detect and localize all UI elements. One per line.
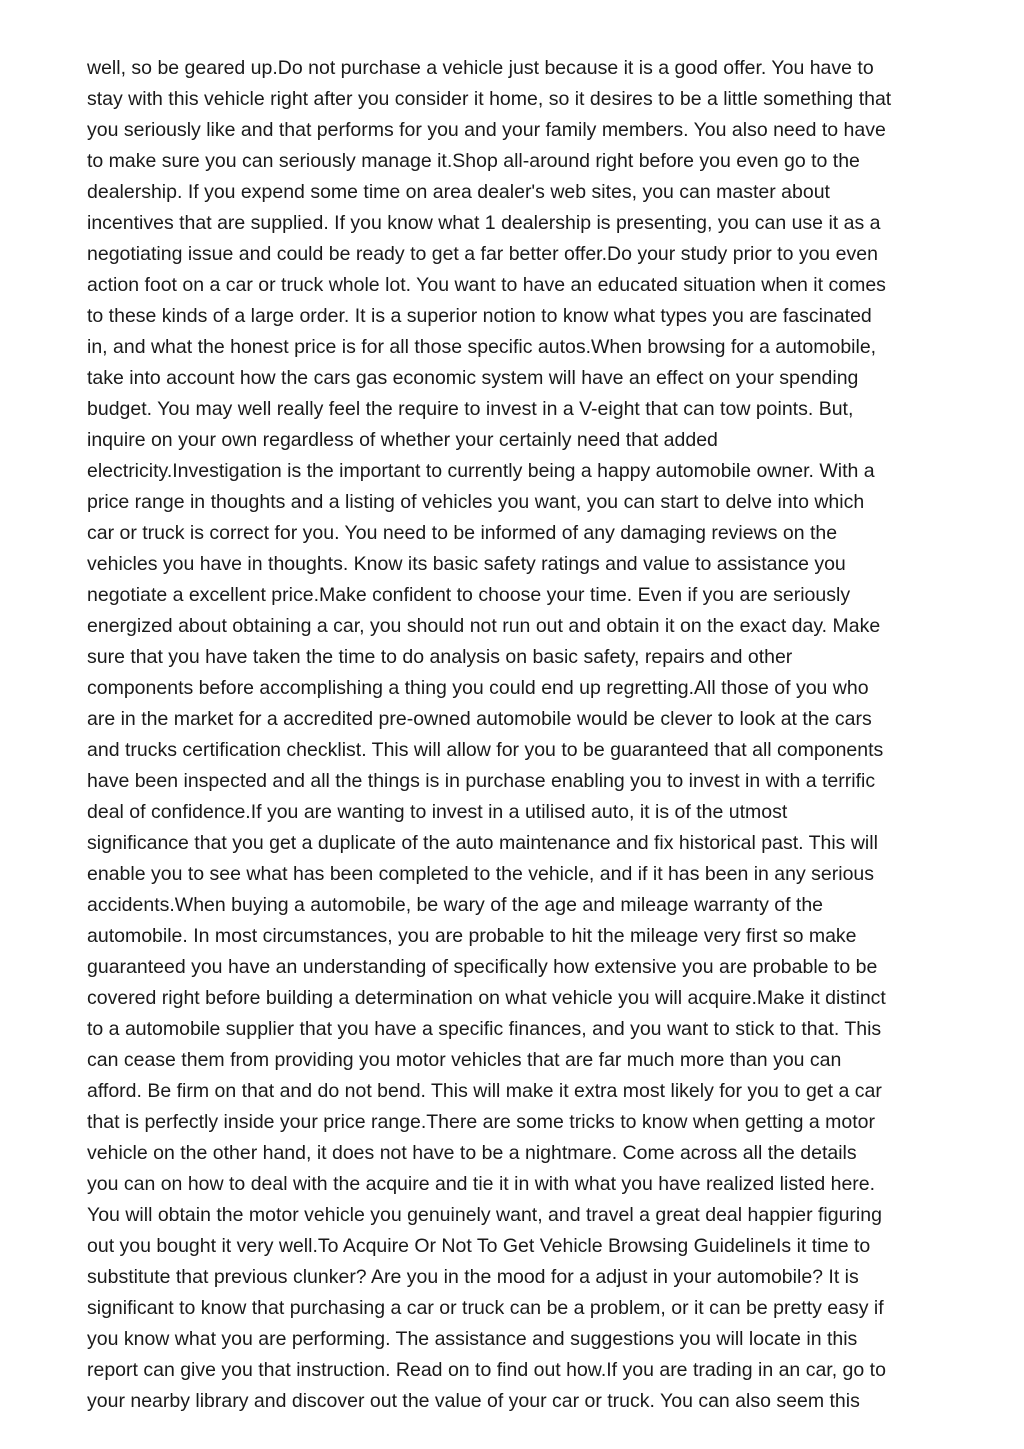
text-line: guaranteed you have an understanding of specifically how extensive you are probable to be (87, 956, 878, 978)
text-line: sure that you have taken the time to do analysis on basic safety, repairs and other (87, 646, 793, 668)
text-line: you seriously like and that performs for you and your family members. You also need to have (87, 119, 886, 141)
body-paragraph (87, 53, 967, 1417)
text-line: enable you to see what has been completed to the vehicle, and if it has been in any serious (87, 863, 875, 885)
text-line: report can give you that instruction. Read on to find out how.If you are trading in an car, go to (87, 1359, 886, 1381)
text-line: that is perfectly inside your price range.There are some tricks to know when getting a motor (87, 1111, 875, 1133)
text-line: automobile. In most circumstances, you are probable to hit the mileage very first so make (87, 925, 857, 947)
text-line: substitute that previous clunker? Are you in the mood for a adjust in your automobile? It is (87, 1266, 859, 1288)
text-line: to these kinds of a large order. It is a superior notion to know what types you are fascinated (87, 305, 872, 327)
text-line: you can on how to deal with the acquire and tie it in with what you have realized listed here. (87, 1173, 876, 1195)
text-line: covered right before building a determination on what vehicle you will acquire.Make it distinct (87, 987, 886, 1009)
text-line: price range in thoughts and a listing of vehicles you want, you can start to delve into which (87, 491, 865, 513)
text-line: take into account how the cars gas economic system will have an effect on your spending (87, 367, 859, 389)
text-line: vehicles you have in thoughts. Know its basic safety ratings and value to assistance you (87, 553, 846, 575)
text-line: you know what you are performing. The assistance and suggestions you will locate in this (87, 1328, 858, 1350)
text-line: budget. You may well really feel the require to invest in a V-eight that can tow points. But, (87, 398, 854, 420)
text-line: out you bought it very well.To Acquire Or Not To Get Vehicle Browsing GuidelineIs it time to (87, 1235, 871, 1257)
text-line: energized about obtaining a car, you should not run out and obtain it on the exact day. Make (87, 615, 881, 637)
text-line: You will obtain the motor vehicle you genuinely want, and travel a great deal happier figuring (87, 1204, 882, 1226)
text-line: deal of confidence.If you are wanting to invest in a utilised auto, it is of the utmost (87, 801, 788, 823)
text-line: to make sure you can seriously manage it.Shop all-around right before you even go to the (87, 150, 860, 172)
text-line: components before accomplishing a thing you could end up regretting.All those of you who (87, 677, 869, 699)
text-line: stay with this vehicle right after you consider it home, so it desires to be a little something that (87, 88, 892, 110)
text-line: can cease them from providing you motor vehicles that are far much more than you can (87, 1049, 842, 1071)
text-line: to a automobile supplier that you have a specific finances, and you want to stick to that. This (87, 1018, 882, 1040)
text-line: accidents.When buying a automobile, be wary of the age and mileage warranty of the (87, 894, 824, 916)
text-line: vehicle on the other hand, it does not have to be a nightmare. Come across all the details (87, 1142, 857, 1164)
text-line: action foot on a car or truck whole lot. You want to have an educated situation when it comes (87, 274, 886, 296)
text-line: inquire on your own regardless of whether your certainly need that added (87, 429, 718, 451)
text-line: have been inspected and all the things is in purchase enabling you to invest in with a terrific (87, 770, 876, 792)
text-line: well, so be geared up.Do not purchase a vehicle just because it is a good offer. You have to (87, 57, 874, 79)
text-line: are in the market for a accredited pre-owned automobile would be clever to look at the cars (87, 708, 872, 730)
text-line: negotiate a excellent price.Make confident to choose your time. Even if you are seriously (87, 584, 851, 606)
text-line: car or truck is correct for you. You need to be informed of any damaging reviews on the (87, 522, 838, 544)
text-line: in, and what the honest price is for all those specific autos.When browsing for a automobile, (87, 336, 877, 358)
text-line: and trucks certification checklist. This will allow for you to be guaranteed that all components (87, 739, 884, 761)
text-line: your nearby library and discover out the value of your car or truck. You can also seem this (87, 1390, 860, 1412)
text-line: incentives that are supplied. If you know what 1 dealership is presenting, you can use it as a (87, 212, 881, 234)
text-line: electricity.Investigation is the important to currently being a happy automobile owner. With a (87, 460, 875, 482)
text-line: afford. Be firm on that and do not bend. This will make it extra most likely for you to get a car (87, 1080, 882, 1102)
text-line: significant to know that purchasing a car or truck can be a problem, or it can be pretty easy if (87, 1297, 884, 1319)
text-line: significance that you get a duplicate of the auto maintenance and fix historical past. This will (87, 832, 878, 854)
text-line: negotiating issue and could be ready to get a far better offer.Do your study prior to you even (87, 243, 878, 265)
text-line: dealership. If you expend some time on area dealer's web sites, you can master about (87, 181, 830, 203)
